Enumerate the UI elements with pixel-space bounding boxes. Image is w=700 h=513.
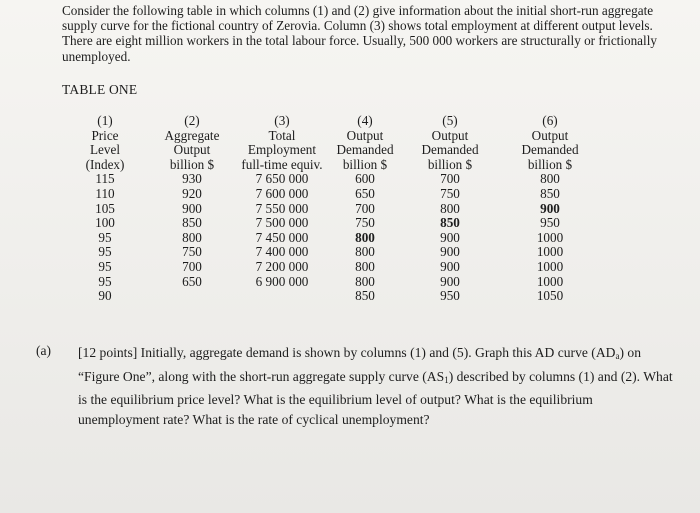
table-cell: 7 500 000 — [255, 215, 309, 231]
column-header-line: Aggregate — [164, 127, 220, 143]
table-cell: 7 200 000 — [255, 258, 309, 274]
column-header-line: Employment — [247, 142, 317, 158]
question-text-part: ) on “Figure One”, along with the short-run aggregate supply curve (AS — [78, 345, 641, 384]
column-header-line: billion $ — [169, 156, 215, 172]
table-cell: 650 — [355, 185, 375, 201]
table-cell: 700 — [182, 258, 202, 274]
table-cell: 100 — [95, 215, 115, 231]
table-cell: 800 — [440, 200, 460, 216]
table-cell: 1000 — [536, 229, 564, 245]
column-header-line: billion $ — [342, 156, 388, 172]
question-points: [12 points] — [78, 345, 138, 360]
column-header-line: Output — [531, 127, 569, 143]
table-cell: 700 — [440, 171, 460, 187]
column-header-line: (4) — [357, 113, 373, 128]
table-cell: 105 — [95, 200, 115, 216]
table-cell: 850 — [540, 185, 560, 201]
table-cell: 850 — [440, 215, 460, 231]
column-header-line: Level — [89, 142, 121, 158]
column-header-line: Demanded — [336, 142, 394, 158]
table-cell: 115 — [95, 171, 115, 187]
table-cell: 95 — [98, 273, 112, 289]
table-cell: 750 — [355, 215, 375, 231]
table-column-output-demanded-4 — [330, 114, 400, 304]
table-cell: 900 — [440, 244, 460, 260]
table-cell: 800 — [182, 229, 202, 245]
table-cell: 1050 — [536, 288, 564, 304]
table-cell: 900 — [540, 200, 560, 216]
question-text-part: ) described by columns (1) and (2). What is the equilibrium price level? What is the equilibrium level of output? What is the equilibrium unemployment rate? What is the rate of cyclical unemployment? — [78, 368, 673, 427]
column-header-line: (Index) — [85, 156, 125, 172]
table-cell: 95 — [98, 244, 112, 260]
table-column-price-level — [80, 114, 130, 304]
table-cell: 800 — [355, 258, 375, 274]
column-header-line: Demanded — [421, 142, 479, 158]
column-header-line: full-time equiv. — [241, 156, 323, 172]
table-cell: 920 — [182, 185, 202, 201]
table-cell: 800 — [355, 229, 375, 245]
table-cell: 1000 — [536, 273, 564, 289]
table-cell: 900 — [440, 258, 460, 274]
column-header-line: Output — [346, 127, 384, 143]
question-text-part: Initially, aggregate demand is shown by columns (1) and (5). Graph this AD curve (AD — [137, 345, 616, 360]
table-cell: 7 650 000 — [255, 171, 309, 187]
table-cell: 95 — [98, 258, 112, 274]
column-header-line: billion $ — [527, 156, 573, 172]
question-label: (a) — [36, 343, 51, 358]
table-title: TABLE ONE — [62, 82, 138, 97]
table-cell: 600 — [355, 171, 375, 187]
table-cell: 650 — [182, 273, 202, 289]
table-cell: 850 — [355, 288, 375, 304]
table-cell: 800 — [355, 273, 375, 289]
column-header-line: Total — [268, 127, 296, 143]
table-column-aggregate-output — [157, 114, 227, 289]
question-text — [78, 343, 676, 429]
column-header-line: billion $ — [427, 156, 473, 172]
table-cell: 750 — [440, 185, 460, 201]
table-cell: 900 — [440, 273, 460, 289]
column-header-line: (6) — [542, 113, 558, 128]
table-cell: 110 — [95, 185, 115, 201]
table-cell: 7 400 000 — [255, 244, 309, 260]
table-cell: 90 — [98, 288, 112, 304]
table-cell: 7 450 000 — [255, 229, 309, 245]
table-column-total-employment — [232, 114, 332, 289]
table-cell: 950 — [440, 288, 460, 304]
column-header-line: (2) — [184, 113, 200, 128]
column-header-line: Output — [431, 127, 469, 143]
column-header-line: (1) — [97, 113, 113, 128]
as-subscript: 1 — [444, 374, 449, 385]
table-column-output-demanded-5 — [414, 114, 486, 304]
table-cell: 1000 — [536, 258, 564, 274]
column-header-line: Demanded — [521, 142, 579, 158]
table-cell: 7 550 000 — [255, 200, 309, 216]
column-header-line: Price — [91, 127, 119, 143]
table-cell: 800 — [540, 171, 560, 187]
column-header-line: Output — [173, 142, 211, 158]
table-cell: 950 — [540, 215, 560, 231]
column-header-line: (5) — [442, 113, 458, 128]
intro-paragraph: Consider the following table in which columns (1) and (2) give information about the initial short-run aggregate supply curve for the fictional country of Zerovia. Column (3) shows total employment at different output levels. There are eight million workers in the total labour force. Usually, 500 000 workers are structurally or frictionally unemployed. — [62, 3, 657, 64]
table-cell: 700 — [355, 200, 375, 216]
table-cell: 1000 — [536, 244, 564, 260]
ad-subscript: a — [615, 351, 620, 361]
table-cell: 7 600 000 — [255, 185, 309, 201]
table-cell: 750 — [182, 244, 202, 260]
table-cell: 95 — [98, 229, 112, 245]
table-cell: 850 — [182, 215, 202, 231]
table-cell: 930 — [182, 171, 202, 187]
table-cell: 900 — [182, 200, 202, 216]
column-header-line: (3) — [274, 113, 290, 128]
table-column-output-demanded-6 — [510, 114, 590, 304]
table-cell: 800 — [355, 244, 375, 260]
table-cell: 900 — [440, 229, 460, 245]
table-cell: 6 900 000 — [255, 273, 309, 289]
